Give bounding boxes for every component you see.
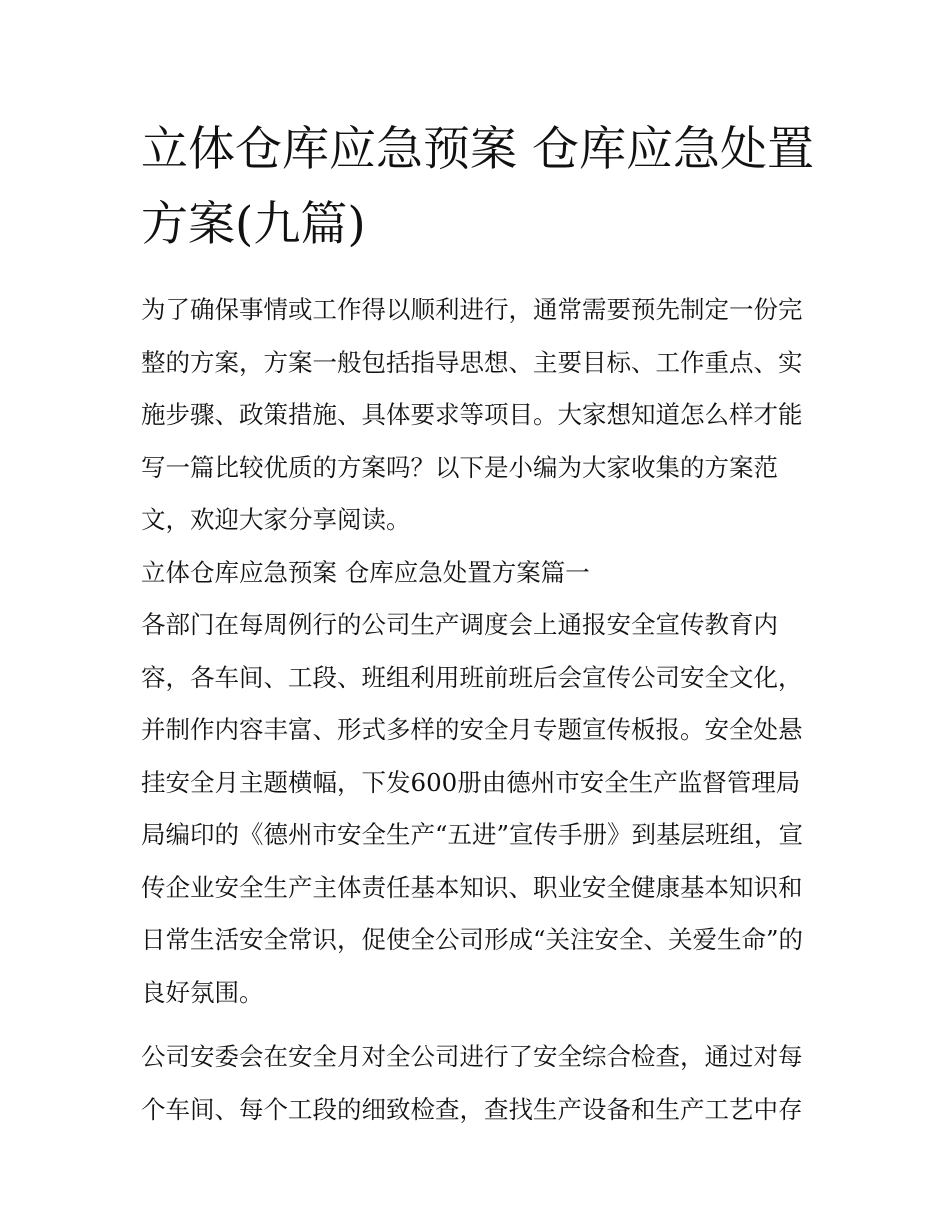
body-paragraph-1: 各部门在每周例行的公司生产调度会上通报安全宣传教育内容，各车间、工段、班组利用班前班后会宣传公司安全文化，并制作内容丰富、形式多样的安全月专题宣传板报。安全处悬挂安全月主题横幅，下发600册由德州市安全生产监督管理局局编印的《德州市安全生产“五进”宣传手册》到基层班组，宣传企业安全生产主体责任基本知识、职业安全健康基本知识和日常生活安全常识，促使全公司形成“关注安全、关爱生命”的良好氛围。	[141, 610, 804, 1007]
section-heading: 立体仓库应急预案 仓库应急处置方案篇一	[141, 557, 590, 587]
body-paragraph-2: 公司安委会在安全月对全公司进行了安全综合检查，通过对每个车间、每个工段的细致检查，查找生产设备和生产工艺中存	[141, 1042, 803, 1124]
intro-paragraph: 为了确保事情或工作得以顺利进行，通常需要预先制定一份完整的方案，方案一般包括指导思想、主要目标、工作重点、实施步骤、政策措施、具体要求等项目。大家想知道怎么样才能写一篇比较优质的方案吗？以下是小编为大家收集的方案范文，欢迎大家分享阅读。	[141, 295, 803, 534]
document-title: 立体仓库应急预案 仓库应急处置方案(九篇)	[141, 122, 814, 252]
document-body	[141, 112, 816, 1136]
